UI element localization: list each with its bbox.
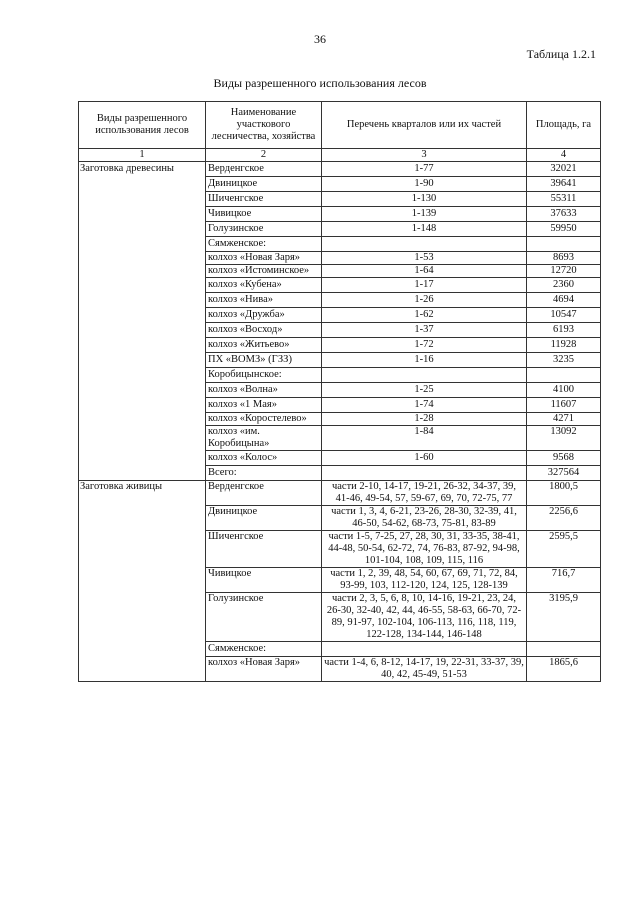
forestry-cell: Верденгское [206,481,322,506]
area-cell [527,237,601,252]
quarters-cell: 1-74 [322,398,527,413]
quarters-cell: 1-72 [322,338,527,353]
forestry-cell: ПХ «ВОМЗ» (ГЗЗ) [206,353,322,368]
area-cell: 11607 [527,398,601,413]
quarters-cell: 1-90 [322,177,527,192]
area-cell: 11928 [527,338,601,353]
header-quarters: Перечень кварталов или их частей [322,102,527,149]
forestry-cell: колхоз «Дружба» [206,308,322,323]
forestry-cell: колхоз «Житьево» [206,338,322,353]
area-cell: 2595,5 [527,531,601,568]
quarters-cell: 1-26 [322,293,527,308]
forestry-cell: Коробицынское: [206,368,322,383]
page-number: 36 [314,32,326,46]
forestry-cell: Всего: [206,466,322,481]
quarters-cell: части 1, 2, 39, 48, 54, 60, 67, 69, 71, 72, 84, 93-99, 103, 112-120, 124, 125, 128-139 [322,568,527,593]
quarters-cell: части 2-10, 14-17, 19-21, 26-32, 34-37, 39, 41-46, 49-54, 57, 59-67, 69, 70, 72-75, 77 [322,481,527,506]
forestry-cell: колхоз «Истоминское» [206,265,322,278]
area-cell: 1865,6 [527,657,601,682]
forestry-cell: колхоз «Новая Заря» [206,657,322,682]
area-cell: 8693 [527,252,601,265]
area-cell: 9568 [527,451,601,466]
forestry-cell: Шиченгское [206,531,322,568]
area-cell: 39641 [527,177,601,192]
table-label: Таблица 1.2.1 [526,47,596,61]
forestry-cell: Чивицкое [206,568,322,593]
quarters-cell: 1-25 [322,383,527,398]
column-number: 3 [322,149,527,162]
area-cell [527,642,601,657]
quarters-cell: 1-84 [322,426,527,451]
quarters-cell: 1-130 [322,192,527,207]
quarters-cell: 1-148 [322,222,527,237]
forest-use-table [78,101,601,682]
header-forestry: Наименование участкового лесничества, хозяйства [206,102,322,149]
table-title: Виды разрешенного использования лесов [213,76,427,90]
forestry-cell: Голузинское [206,593,322,642]
quarters-cell: 1-53 [322,252,527,265]
forestry-cell: Шиченгское [206,192,322,207]
quarters-cell: 1-64 [322,265,527,278]
header-use-type: Виды разрешенного использования лесов [79,102,206,149]
forestry-cell: колхоз «Восход» [206,323,322,338]
quarters-cell: 1-37 [322,323,527,338]
quarters-cell: 1-16 [322,353,527,368]
forestry-cell: Двиницкое [206,177,322,192]
forestry-cell: колхоз «Нива» [206,293,322,308]
area-cell: 6193 [527,323,601,338]
area-cell: 12720 [527,265,601,278]
quarters-cell [322,466,527,481]
column-number-row [79,149,601,162]
area-cell: 13092 [527,426,601,451]
area-cell: 4100 [527,383,601,398]
area-cell: 327564 [527,466,601,481]
area-cell: 3195,9 [527,593,601,642]
area-cell: 2360 [527,278,601,293]
area-cell: 2256,6 [527,506,601,531]
quarters-cell: части 1, 3, 4, 6-21, 23-26, 28-30, 32-39, 41, 46-50, 54-62, 68-73, 75-81, 83-89 [322,506,527,531]
quarters-cell: части 1-4, 6, 8-12, 14-17, 19, 22-31, 33-37, 39, 40, 42, 45-49, 51-53 [322,657,527,682]
area-cell: 55311 [527,192,601,207]
forestry-cell: колхоз «1 Мая» [206,398,322,413]
column-number: 2 [206,149,322,162]
quarters-cell: части 1-5, 7-25, 27, 28, 30, 31, 33-35, 38-41, 44-48, 50-54, 62-72, 74, 76-83, 87-92, 94-98, 101-104, 108, 109, 115, 116 [322,531,527,568]
forestry-cell: Чивицкое [206,207,322,222]
quarters-cell: 1-17 [322,278,527,293]
use-type-cell: Заготовка живицы [79,481,206,682]
forestry-cell: Двиницкое [206,506,322,531]
forestry-cell: Сямженское: [206,642,322,657]
forestry-cell: колхоз «Колос» [206,451,322,466]
area-cell: 1800,5 [527,481,601,506]
use-type-cell: Заготовка древесины [79,162,206,481]
forestry-cell: Голузинское [206,222,322,237]
forestry-cell: колхоз «Кубена» [206,278,322,293]
area-cell: 32021 [527,162,601,177]
quarters-cell: 1-28 [322,413,527,426]
quarters-cell [322,237,527,252]
header-area: Площадь, га [527,102,601,149]
quarters-cell: 1-139 [322,207,527,222]
area-cell: 4271 [527,413,601,426]
area-cell: 37633 [527,207,601,222]
quarters-cell: 1-77 [322,162,527,177]
area-cell: 10547 [527,308,601,323]
area-cell [527,368,601,383]
forestry-cell: колхоз «Коростелево» [206,413,322,426]
quarters-cell: 1-62 [322,308,527,323]
forestry-cell: колхоз «Волна» [206,383,322,398]
quarters-cell [322,642,527,657]
table-row [79,162,601,177]
column-number: 1 [79,149,206,162]
forestry-cell: колхоз «Новая Заря» [206,252,322,265]
forestry-cell: колхоз «им. Коробицына» [206,426,322,451]
area-cell: 4694 [527,293,601,308]
table-body [79,149,601,682]
table-row [79,481,601,506]
quarters-cell: части 2, 3, 5, 6, 8, 10, 14-16, 19-21, 23, 24, 26-30, 32-40, 42, 44, 46-55, 58-63, 66-70, 72-89, 91-97, 102-104, 106-113, 116, 118, 119, 122-128, 134-144, 146-148 [322,593,527,642]
quarters-cell [322,368,527,383]
column-number: 4 [527,149,601,162]
forestry-cell: Верденгское [206,162,322,177]
forestry-cell: Сямженское: [206,237,322,252]
area-cell: 59950 [527,222,601,237]
area-cell: 716,7 [527,568,601,593]
area-cell: 3235 [527,353,601,368]
quarters-cell: 1-60 [322,451,527,466]
